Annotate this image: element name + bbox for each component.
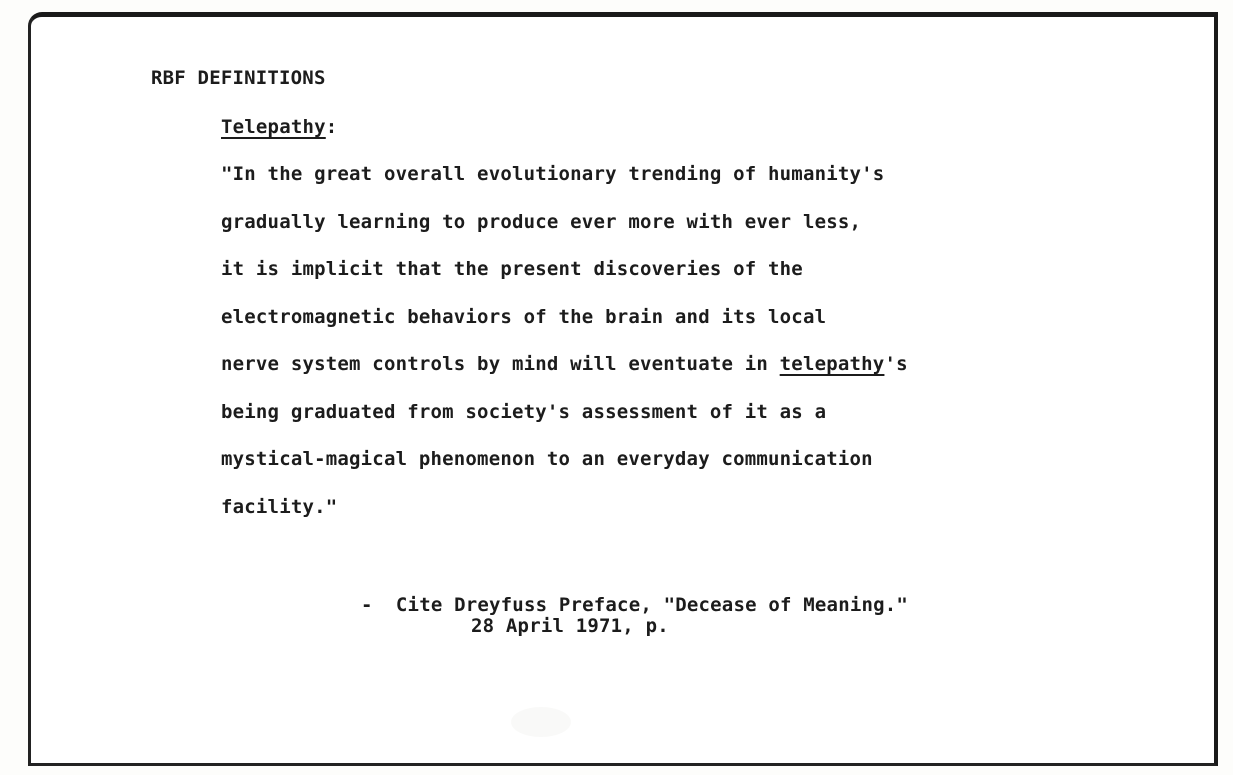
quote-line xyxy=(221,211,908,259)
quote-line xyxy=(221,306,908,354)
citation-source: - Cite Dreyfuss Preface, "Decease of Meaning." xyxy=(361,594,909,616)
quote-line xyxy=(221,496,908,544)
quote-line-text: 's xyxy=(884,353,908,375)
index-card xyxy=(28,12,1218,766)
paper-smudge xyxy=(511,707,571,737)
quote-line-text: facility." xyxy=(221,495,338,518)
quote-line-text: mystical-magical phenomenon to an everyday communication xyxy=(221,448,873,470)
card-heading: RBF DEFINITIONS xyxy=(151,67,326,89)
quote-line-text: nerve system controls by mind will eventuate in xyxy=(221,353,780,375)
term-colon: : xyxy=(325,116,338,138)
term-word: Telepathy xyxy=(221,116,326,138)
quote-line-text: "In the great overall evolutionary trending of humanity's xyxy=(221,163,885,185)
quote-line xyxy=(221,163,908,211)
quote-line xyxy=(221,448,908,496)
quote-line-text: gradually learning to produce ever more with ever less, xyxy=(221,210,862,233)
quote-line-text: being graduated from society's assessment of it as a xyxy=(221,400,827,423)
quote-line xyxy=(221,258,908,306)
citation-date: 28 April 1971, p. xyxy=(471,615,669,637)
underlined-term: telepathy xyxy=(779,353,885,375)
quote-line-text: it is implicit that the present discoveries of the xyxy=(221,258,803,280)
quote-line xyxy=(221,401,908,449)
definition-quote xyxy=(221,163,908,543)
term-title xyxy=(221,116,337,138)
quote-line-text: electromagnetic behaviors of the brain and its local xyxy=(221,305,827,328)
quote-line xyxy=(221,353,908,401)
